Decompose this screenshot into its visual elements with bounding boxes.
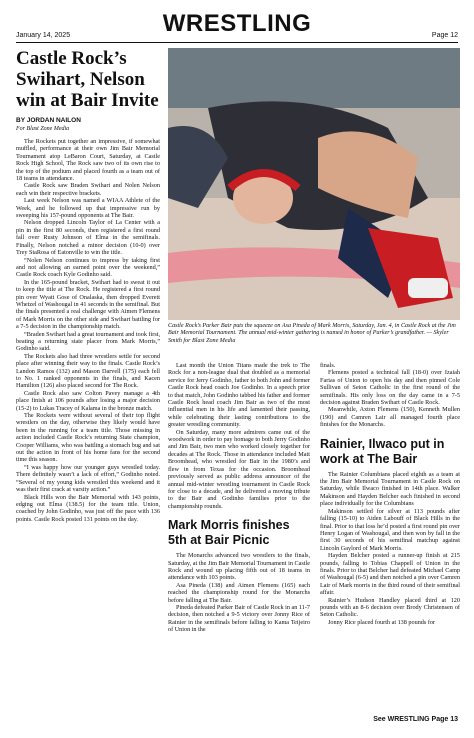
rainier-paragraph: The Rainier Columbians placed eighth as a team at the Jim Bair Memorial Tournament in Castle Rock on Saturday, while Ilwaco finished in 14th place. Walker Makinson and Hayden Belcher each finished in second place individually for the Columbians (320, 470, 460, 508)
lead-paragraph: In the 165-pound bracket, Swihart had to sweat it out to keep the title at The Rock. He registered a first round pin over Wyatt Gose of Onalaska, then dropped Everett Whetzel of Washougal in 41 seconds in the semifinal. But the finals presented a real challenge with Aimen Flemens of Mark Morris on the other side and Swihart battling for a 7-5 decision in the championship match. (16, 278, 160, 331)
lead-paragraph: The Rockets also had three wrestlers settle for second place after winning their way to the finals. Castle Rock’s Landon Ramos (132) and Mason Darvell (175) each fell to No. 1 ranked opponents in the finals, and Kacen Hamilton (126) also placed second for The Rock. (16, 352, 160, 390)
lead-paragraph: Black Hills won the Bair Memorial with 143 points, edging out Elma (138.5) for the team title. Union, coached by John Godinho, was just off the pace with 136 points. Castle Rock posted 131 points on the day. (16, 493, 160, 523)
lead-column-1 (16, 48, 160, 718)
lead-paragraph: The Rockets put together an impressive, if somewhat muffled, performance at their own Jim Bair Memorial Tournament atop LeBaron Court, Saturday, at Castle Rock High School, The Rock saw two of its own rise to the top of the podium and placed fourth as a team out of 18 teams in attendance. (16, 138, 160, 183)
mark-morris-paragraph: The Monarchs advanced two wrestlers to the finals, Saturday, at the Jim Bair Memorial Tournament in Castle Rock and wound up placing fifth out of 18 teams in attendance with 103 points. (168, 552, 310, 582)
lead-paragraph: “Braden Swihart had a great tournament and took first, beating a returning state placer from Mark Morris,” Godinho said. (16, 330, 160, 353)
lead-paragraph: Castle Rock saw Braden Swihart and Nolen Nelson each win their respective brackets. (16, 182, 160, 197)
lead-paragraph: “Nolen Nelson continues to impress by taking first and not allowing an earned point over the weekend,” Castle Rock coach Kyle Godinho said. (16, 256, 160, 279)
mark-morris-paragraph: Pineda defeated Parker Bair of Castle Rock in an 11-7 decision, then notched a 9-5 victory over Jonny Rice of Rainier in the semifinals before falling to Kama Teijeiro of Union in the (168, 603, 310, 634)
lead-paragraph: Last month the Union Titans made the trek to The Rock for a non-league dual that doubled as a memorial service for Jerry Godinho, father to both John and former Castle Rock head coach Joe Godinho. In a speech prior to that match, John Godinho tabbed his father and former Castle Rock head coach Jim Bair as two of the most influential men in his life and lamented their passing, while celebrating their lasting contributions to the greater wrestling community. (168, 362, 310, 429)
rainier-paragraph: Makinson settled for silver at 113 pounds after falling (15-10) to Aiden Labouff of Black Hills in the final. Prior to that loss he’d posted a first round pin over Henry Logan of Washougal, and then won by fall in the first 30 seconds of his semifinal matchup against Lincoln Gaylord of Mark Morris. (320, 507, 460, 552)
wrestling-photo-illustration (168, 48, 460, 320)
continued-jump-line[interactable]: See WRESTLING Page 13 (373, 716, 458, 723)
photo-caption: Castle Rock’s Parker Bair puts the squeeze on Asa Pineda of Mark Morris, Saturday, Jan. 4, in Castle Rock at the Jim Bair Memorial Tournament. The annual mid-winter gathering is named in honor of Parker’s grandfather. — Skyler Smith for Blast Zone Media (168, 323, 456, 344)
mark-morris-headline: Mark Morris finishes 5th at Bair Picnic (168, 518, 290, 548)
byline: BY JORDAN NAILON (16, 117, 81, 124)
lead-paragraph: Meanwhile, Axton Flemens (150), Kenneth Mullen (190) and Camren Lair all managed fourth place finishes for the Monarchs. (320, 406, 460, 429)
rainier-headline: Rainier, Ilwaco put in work at The Bair (320, 436, 445, 466)
lead-paragraph: Nelson dropped Lincoln Taylor of La Center with a pin in the first 80 seconds, then registered a first round fall over Rusty Johnson of Elma in the semifinals. Finally, Nelson notched a minor decision (10-0) over Trey StaRosa of Eatonville to win the title. (16, 219, 160, 257)
lead-paragraph: Flemens posted a technical fall (18-0) over Izaiah Farias of Union to open his day and then pinned Cole Sullivan of Seton Catholic in the first round of the semifinals. His only loss on the day came in a 7-5 decision against Braden Swihart of Castle Rock. (320, 369, 460, 407)
lead-paragraph: finals. (320, 362, 336, 369)
rainier-paragraph: Hayden Belcher posted a runner-up finish at 215 pounds, falling to Tobias Chappell of Union in the finals. Prior to that Belcher had defeated Michael Camp of Washougal (6-5) and then notched a pin over Camren Lair of Mark morris in the third round of their semifinal affair. (320, 552, 460, 597)
lead-paragraph: The Rockets were without several of their top flight wrestlers on the day, otherwise they likely would have been in the running for a team title. Those missing in action included Castle Rock’s returning State champion, Cooper Williams, who was battling a stomach bug and sat out the action in front of his home fans for the second time this season. (16, 412, 160, 464)
lead-column-3 (320, 362, 460, 714)
rainier-paragraph: Rainier’s Hudson Handley placed third at 120 pounds with an 8-6 decision over Brody Christensen of Seton Catholic. (320, 596, 460, 619)
lead-headline: Castle Rock’s Swihart, Nelson win at Bair Invite (16, 48, 159, 111)
lead-paragraph: “I was happy how our younger guys wrestled today. There definitely wasn’t a lack of effort,” Godinho noted. “Several of my young kids wrestled this weekend and it was their first crack at varsity action.” (16, 463, 160, 494)
mark-morris-paragraph: Asa Pineda (138) and Aimen Flemens (165) each reached the championship round for the Monarchs before falling at The Bair. (168, 581, 310, 604)
page-header (16, 8, 458, 43)
lead-paragraph: On Saturday, many more admirers came out of the woodwork in order to pay homage to both Jerry Godinho and Jim Bair, two men who worked closely together for decades at The Rock. Those in attendance included Matt Broomhead, who wrestled for Bair in the 1980’s and flew in from Texas for the occasion. Broomhead previously served as public address announcer of the annual mid-winter wrestling tournament in Castle Rock for close to a decade, and he delivered a moving tribute to the Bair and Godinho families prior to the championship rounds. (168, 428, 310, 510)
issue-date: January 14, 2025 (16, 32, 71, 39)
lead-paragraph: Last week Nelson was named a WIAA Athlete of the Week, and he followed up that impressive run by sweeping his 157-pound opponents at The Bair. (16, 197, 160, 220)
section-title: WRESTLING (162, 10, 312, 37)
byline-credit: For Blast Zone Media (16, 126, 70, 132)
rainier-paragraph: Jonny Rice placed fourth at 138 pounds for (328, 618, 436, 626)
lead-column-2 (168, 362, 310, 722)
wrestling-photo (168, 48, 460, 320)
page-number: Page 12 (431, 32, 458, 39)
lead-paragraph: Castle Rock also saw Colton Pavey manage a 4th place finish at 106 pounds after losing a major decision (15-2) to Lukas Tracey of Kalama in the bronze match. (16, 389, 160, 412)
